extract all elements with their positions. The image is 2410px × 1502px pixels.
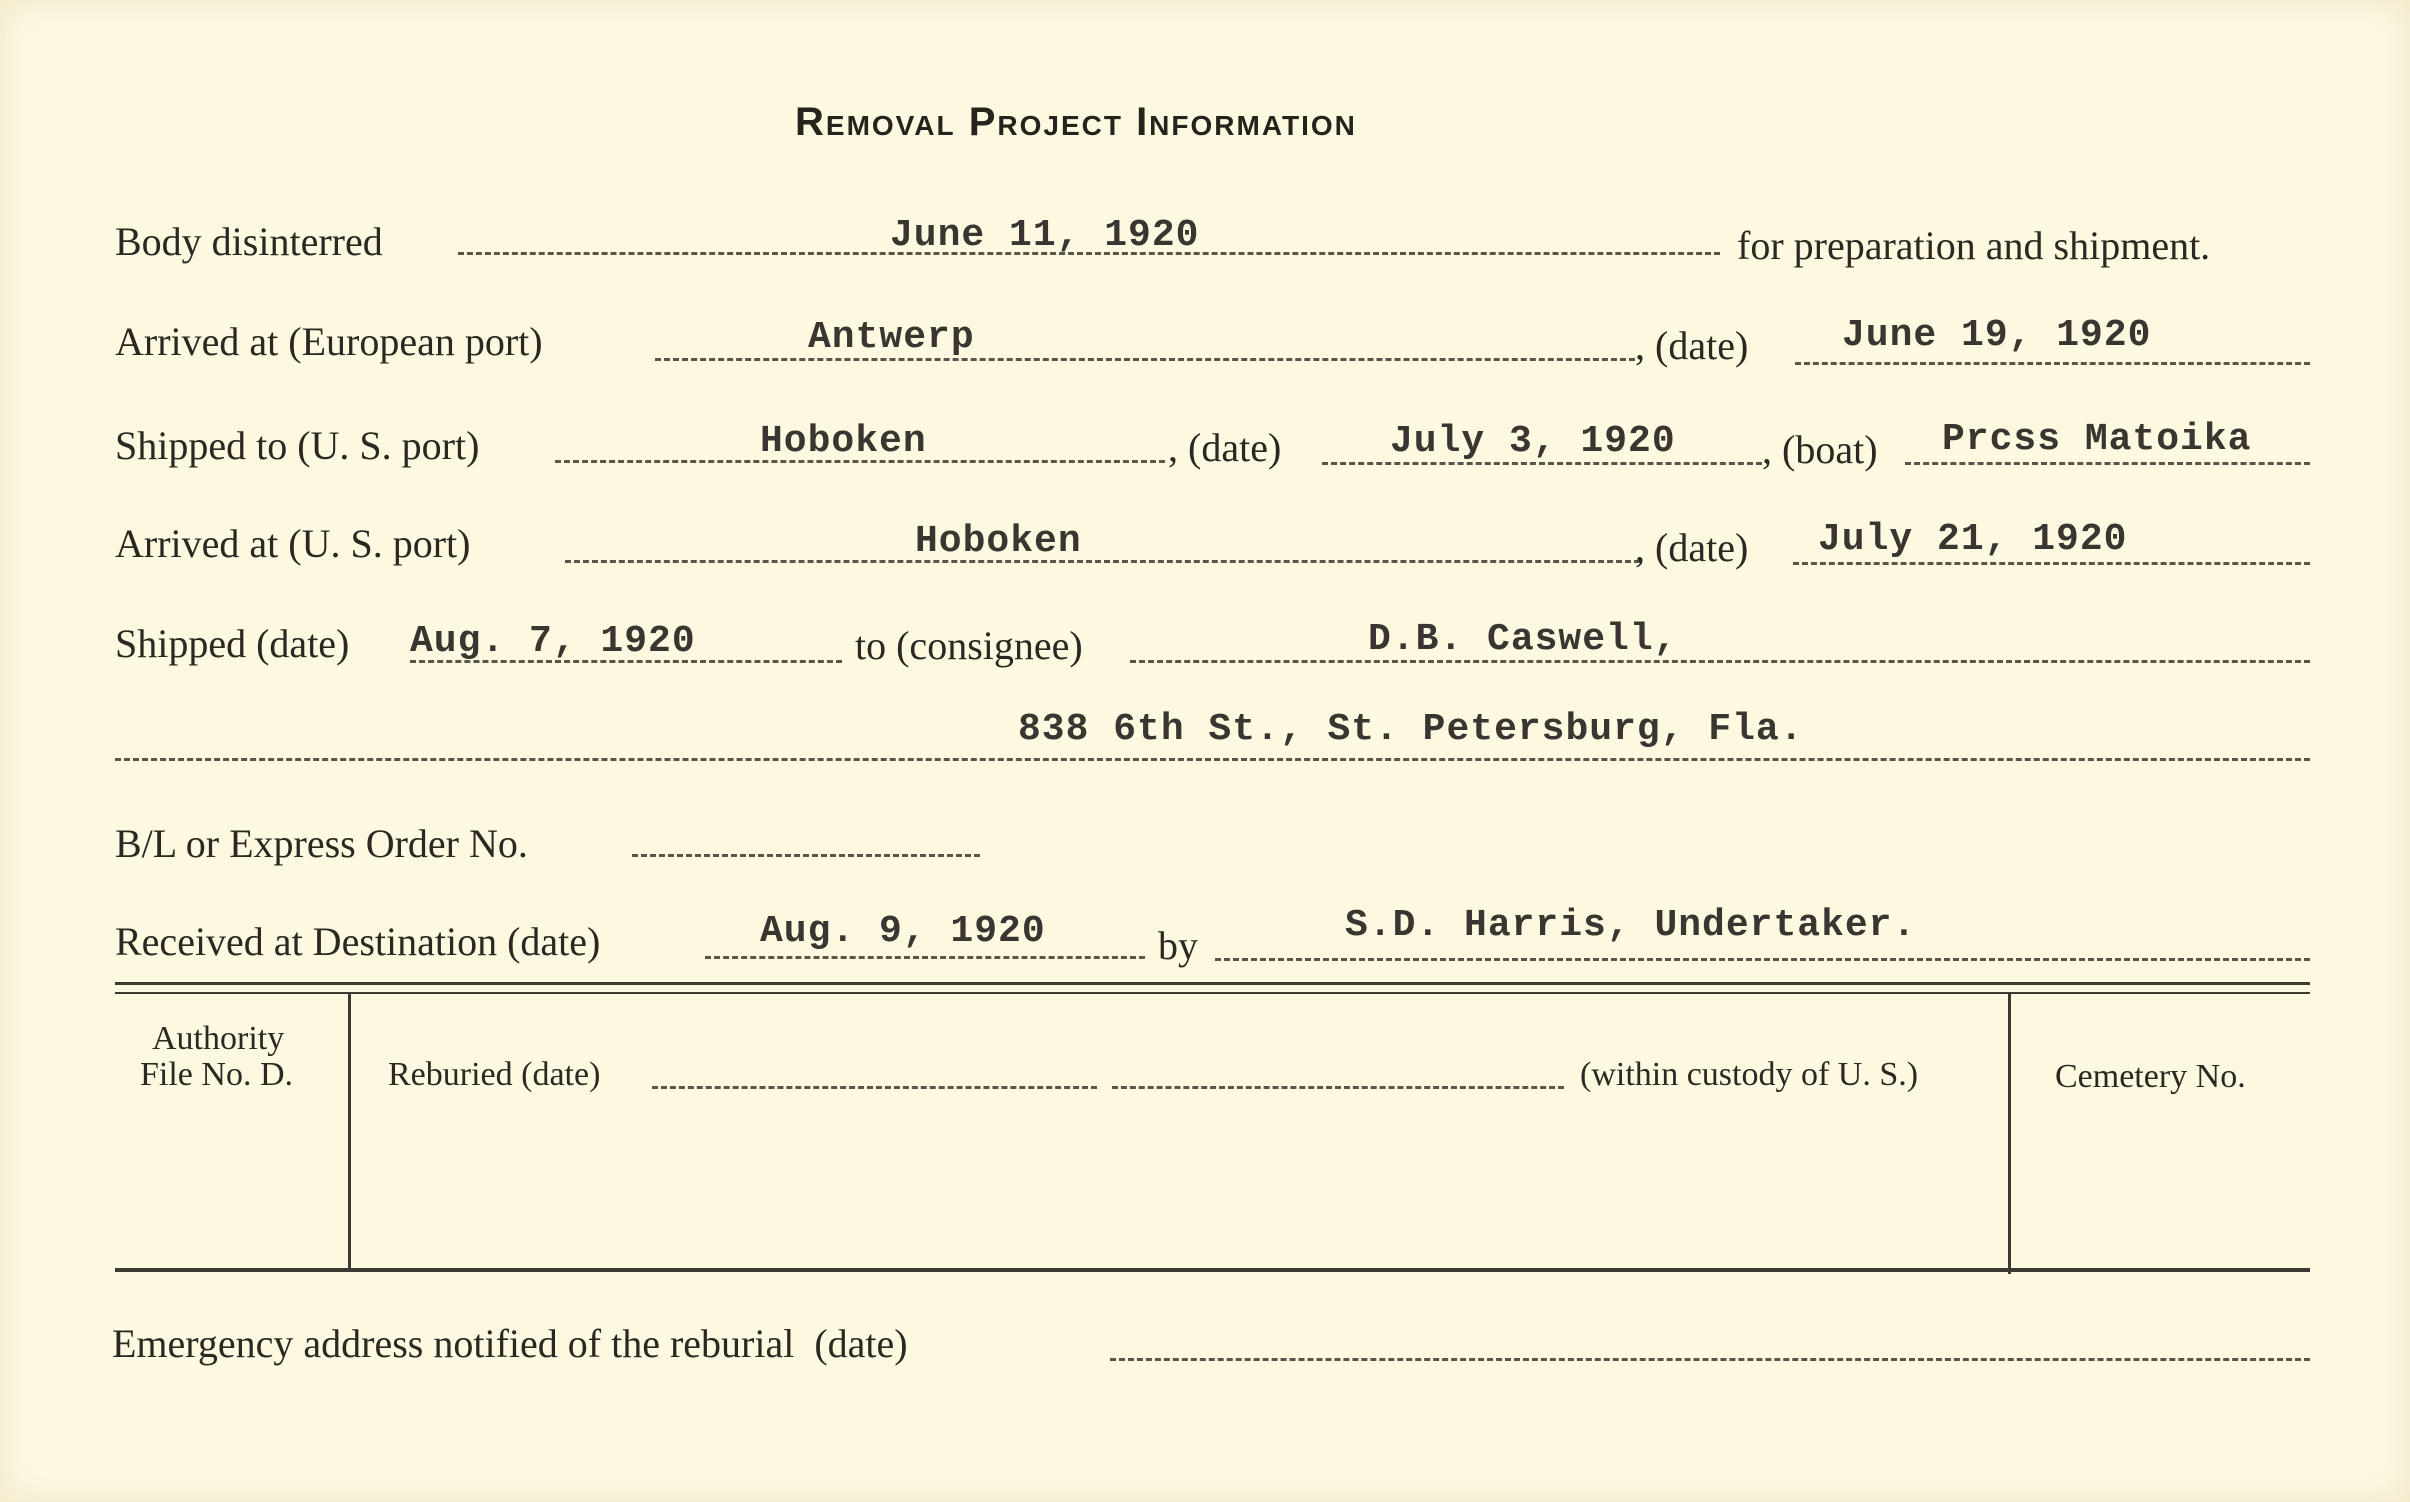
received-date: Aug. 9, 1920 xyxy=(760,910,1046,953)
arrived-eu-label: Arrived at (European port) xyxy=(115,319,543,364)
authority-line1: Authority xyxy=(152,1020,285,1057)
reburied-leader-2 xyxy=(1112,1086,1564,1089)
table-divider-right xyxy=(2008,994,2011,1274)
arrived-eu-date-label: , (date) xyxy=(1635,323,1749,368)
arrived-eu-leader xyxy=(655,358,1635,361)
consignee-value: D.B. Caswell, xyxy=(1368,618,1678,661)
shipped-us-boat: Prcss Matoika xyxy=(1942,418,2252,461)
shipped-us-date-label: , (date) xyxy=(1168,425,1282,470)
disinterred-suffix: for preparation and shipment. xyxy=(1737,223,2211,268)
emergency-leader xyxy=(1110,1358,2310,1361)
shipped-date-label: Shipped (date) xyxy=(115,621,350,666)
custody-label: (within custody of U. S.) xyxy=(1580,1056,1919,1093)
consignee-leader xyxy=(1130,660,2310,663)
table-top-rule-2 xyxy=(115,992,2310,994)
disinterred-label: Body disinterred xyxy=(115,219,383,264)
shipped-us-label: Shipped to (U. S. port) xyxy=(115,423,480,468)
table-bottom-rule xyxy=(115,1268,2310,1272)
shipped-us-port: Hoboken xyxy=(760,420,927,463)
arrived-us-label: Arrived at (U. S. port) xyxy=(115,521,471,566)
consignee-address: 838 6th St., St. Petersburg, Fla. xyxy=(1018,708,1804,751)
arrived-eu-port: Antwerp xyxy=(808,316,975,359)
shipped-us-boat-label: , (boat) xyxy=(1762,427,1878,472)
reburied-label: Reburied (date) xyxy=(388,1056,601,1093)
card-title: Removal Project Information xyxy=(795,100,1357,144)
received-by: S.D. Harris, Undertaker. xyxy=(1345,904,1917,947)
arrived-eu-date-leader xyxy=(1795,362,2310,365)
emergency-label: Emergency address notified of the reburial (date) xyxy=(112,1321,908,1366)
table-top-rule xyxy=(115,982,2310,985)
received-by-leader xyxy=(1215,958,2310,961)
authority-line2: File No. D. xyxy=(140,1056,293,1093)
arrived-us-date-leader xyxy=(1793,562,2310,565)
received-leader xyxy=(705,956,1145,959)
bl-leader xyxy=(632,854,980,857)
disinterred-value: June 11, 1920 xyxy=(890,214,1200,257)
address-leader xyxy=(115,758,2310,761)
arrived-eu-date: June 19, 1920 xyxy=(1842,314,2152,357)
received-by-label: by xyxy=(1158,923,1198,968)
arrived-us-date-label: , (date) xyxy=(1635,525,1749,570)
table-divider-left xyxy=(348,994,351,1269)
shipped-us-date: July 3, 1920 xyxy=(1390,420,1676,463)
bl-label: B/L or Express Order No. xyxy=(115,821,528,866)
arrived-us-port: Hoboken xyxy=(915,520,1082,563)
shipped-us-boat-leader xyxy=(1905,462,2310,465)
reburied-leader xyxy=(652,1086,1097,1089)
consignee-label: to (consignee) xyxy=(855,623,1083,668)
arrived-us-date: July 21, 1920 xyxy=(1818,518,2128,561)
received-label: Received at Destination (date) xyxy=(115,919,601,964)
shipped-date-value: Aug. 7, 1920 xyxy=(410,620,696,663)
cemetery-label: Cemetery No. xyxy=(2055,1058,2246,1095)
arrived-us-leader xyxy=(565,560,1640,563)
